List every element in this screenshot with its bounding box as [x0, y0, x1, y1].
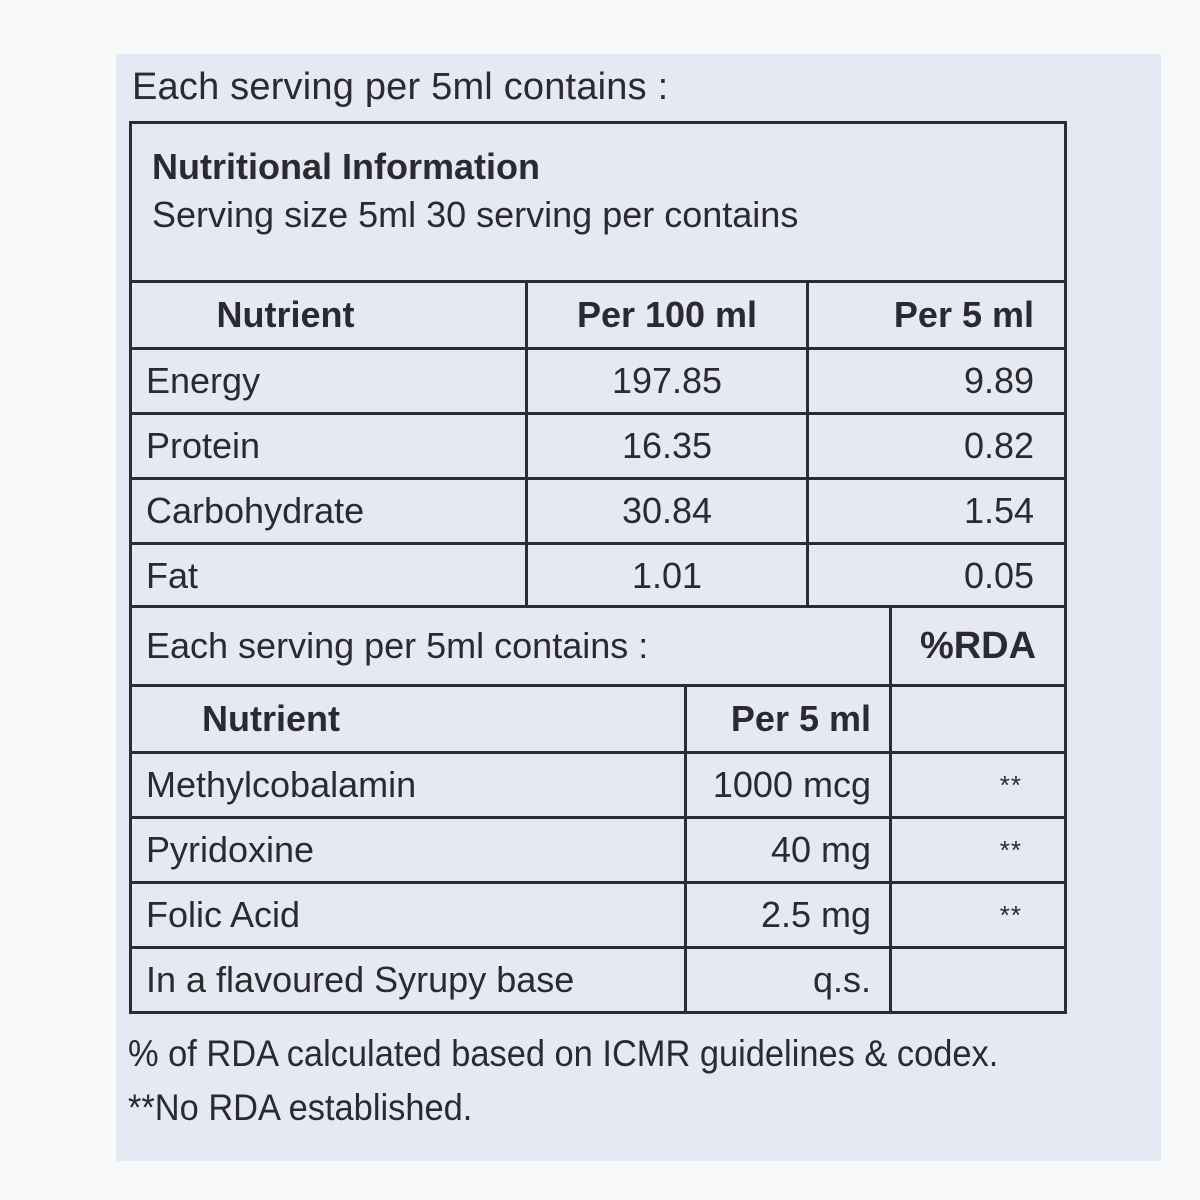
ingredient-name: Pyridoxine — [131, 818, 686, 883]
table-row — [131, 948, 1066, 1013]
rda-value: ** — [891, 753, 1066, 818]
column-header-nutrient: Nutrient — [131, 282, 527, 349]
serving-heading: Each serving per 5ml contains : — [132, 66, 669, 108]
per-5ml-value: 0.82 — [808, 414, 1066, 479]
rda-header-row — [131, 686, 1066, 753]
table-row — [131, 753, 1066, 818]
rda-caption: Each serving per 5ml contains : — [131, 607, 891, 686]
per-5ml-value: 9.89 — [808, 349, 1066, 414]
ingredient-name: In a flavoured Syrupy base — [131, 948, 686, 1013]
nutrition-title-cell — [131, 123, 1066, 282]
footnote-rda-basis: % of RDA calculated based on ICMR guidelines & codex. — [128, 1033, 999, 1074]
ingredient-amount: 1000 mcg — [686, 753, 891, 818]
nutrient-name: Carbohydrate — [131, 479, 527, 544]
column-header-per-5ml: Per 5 ml — [808, 282, 1066, 349]
ingredient-name: Methylcobalamin — [131, 753, 686, 818]
per-5ml-value: 1.54 — [808, 479, 1066, 544]
table-row — [131, 544, 1066, 609]
footnote-no-rda: **No RDA established. — [128, 1087, 473, 1128]
rda-table — [129, 605, 1067, 1014]
per-5ml-value: 0.05 — [808, 544, 1066, 609]
per-100ml-value: 1.01 — [527, 544, 808, 609]
table-row — [131, 479, 1066, 544]
nutrient-name: Protein — [131, 414, 527, 479]
per-100ml-value: 30.84 — [527, 479, 808, 544]
column-header-nutrient: Nutrient — [131, 686, 686, 753]
ingredient-name: Folic Acid — [131, 883, 686, 948]
nutrient-name: Energy — [131, 349, 527, 414]
per-100ml-value: 197.85 — [527, 349, 808, 414]
column-header-per-5ml: Per 5 ml — [686, 686, 891, 753]
nutrition-subtitle: Serving size 5ml 30 serving per contains — [152, 194, 799, 235]
rda-header-blank — [891, 686, 1066, 753]
ingredient-amount: q.s. — [686, 948, 891, 1013]
footnote — [128, 1027, 998, 1135]
rda-value: ** — [891, 883, 1066, 948]
nutrition-header-row — [131, 282, 1066, 349]
rda-caption-row — [131, 607, 1066, 686]
nutrient-name: Fat — [131, 544, 527, 609]
column-header-per-100ml: Per 100 ml — [527, 282, 808, 349]
per-100ml-value: 16.35 — [527, 414, 808, 479]
table-row — [131, 349, 1066, 414]
rda-value: ** — [891, 818, 1066, 883]
table-row — [131, 883, 1066, 948]
nutritional-information-table — [129, 121, 1067, 610]
table-row — [131, 818, 1066, 883]
column-header-rda: %RDA — [891, 607, 1066, 686]
ingredient-amount: 40 mg — [686, 818, 891, 883]
nutrition-title: Nutritional Information — [152, 146, 540, 187]
rda-value — [891, 948, 1066, 1013]
ingredient-amount: 2.5 mg — [686, 883, 891, 948]
nutrition-label-panel — [116, 54, 1161, 1161]
table-row — [131, 414, 1066, 479]
